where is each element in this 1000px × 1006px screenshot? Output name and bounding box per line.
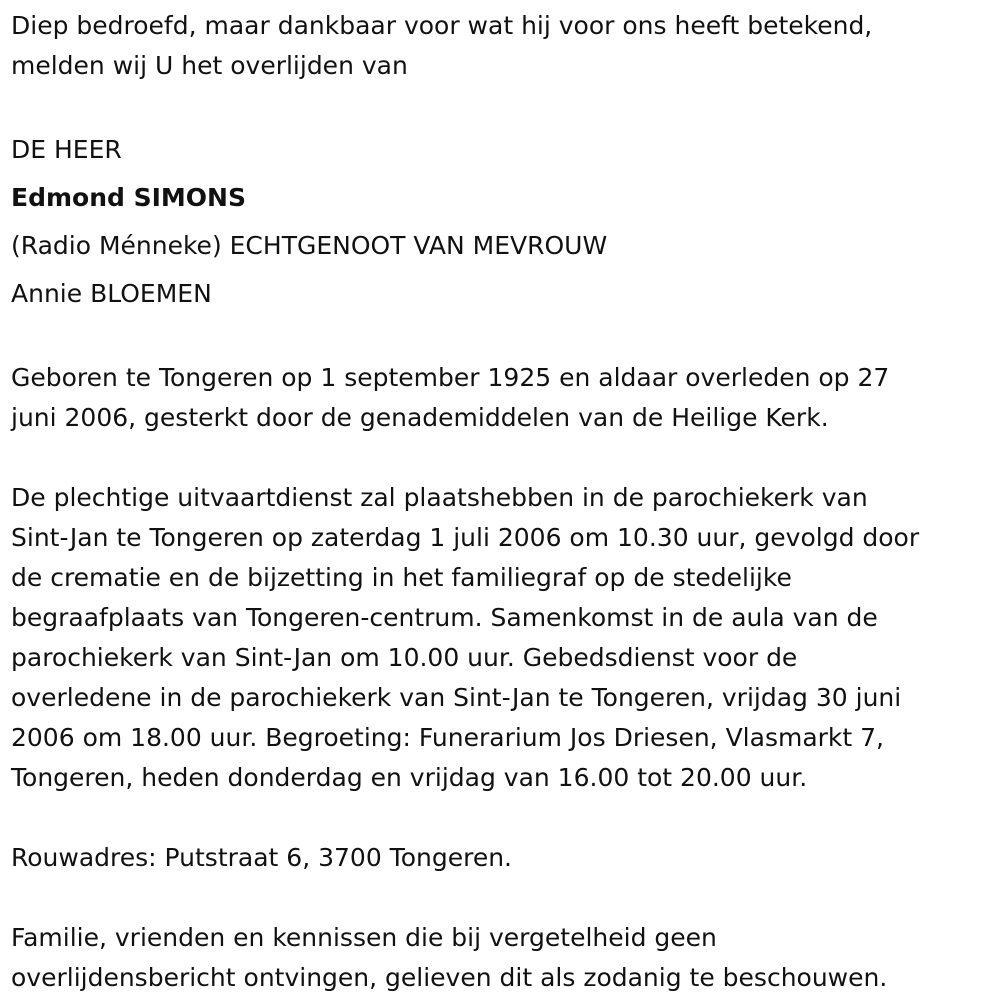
paragraph-spacer [11,86,991,126]
deceased-name: Edmond SIMONS [11,183,246,212]
spouse-line: (Radio Ménneke) ECHTGENOOT VAN MEVROUW [11,231,608,260]
service-line-4: begraafplaats van Tongeren-centrum. Samenkomst in de aula van de [11,603,878,632]
title-line: DE HEER [11,135,122,164]
paragraph-spacer [11,318,991,358]
paragraph-spacer [11,878,991,918]
address-line: Rouwadres: Putstraat 6, 3700 Tongeren. [11,843,512,872]
intro-line-1: Diep bedroefd, maar dankbaar voor wat hij voor ons heeft betekend, [11,11,873,40]
service-line-7: 2006 om 18.00 uur. Begroeting: Funerarium Jos Driesen, Vlasmarkt 7, [11,723,884,752]
service-line-1: De plechtige uitvaartdienst zal plaatshebben in de parochiekerk van [11,483,868,512]
address-paragraph [11,838,991,878]
deceased-heading [11,126,991,318]
intro-line-2: melden wij U het overlijden van [11,51,408,80]
obituary-text [11,6,991,998]
service-line-8: Tongeren, heden donderdag en vrijdag van 16.00 tot 20.00 uur. [11,763,808,792]
service-paragraph [11,478,991,798]
service-line-3: de crematie en de bijzetting in het familiegraf op de stedelijke [11,563,792,592]
birth-line-1: Geboren te Tongeren op 1 september 1925 en aldaar overleden op 27 [11,363,890,392]
birth-paragraph [11,358,991,438]
service-line-5: parochiekerk van Sint-Jan om 10.00 uur. Gebedsdienst voor de [11,643,798,672]
service-line-2: Sint-Jan te Tongeren op zaterdag 1 juli 2006 om 10.30 uur, gevolgd door [11,523,920,552]
closing-line-1: Familie, vrienden en kennissen die bij vergetelheid geen [11,923,717,952]
birth-line-2: juni 2006, gesterkt door de genademiddelen van de Heilige Kerk. [11,403,829,432]
closing-line-2: overlijdensbericht ontvingen, gelieven dit als zodanig te beschouwen. [11,963,888,992]
paragraph-spacer [11,438,991,478]
closing-paragraph [11,918,991,998]
paragraph-spacer [11,798,991,838]
service-line-6: overledene in de parochiekerk van Sint-Jan te Tongeren, vrijdag 30 juni [11,683,902,712]
spouse-name: Annie BLOEMEN [11,279,212,308]
intro-paragraph [11,6,991,86]
